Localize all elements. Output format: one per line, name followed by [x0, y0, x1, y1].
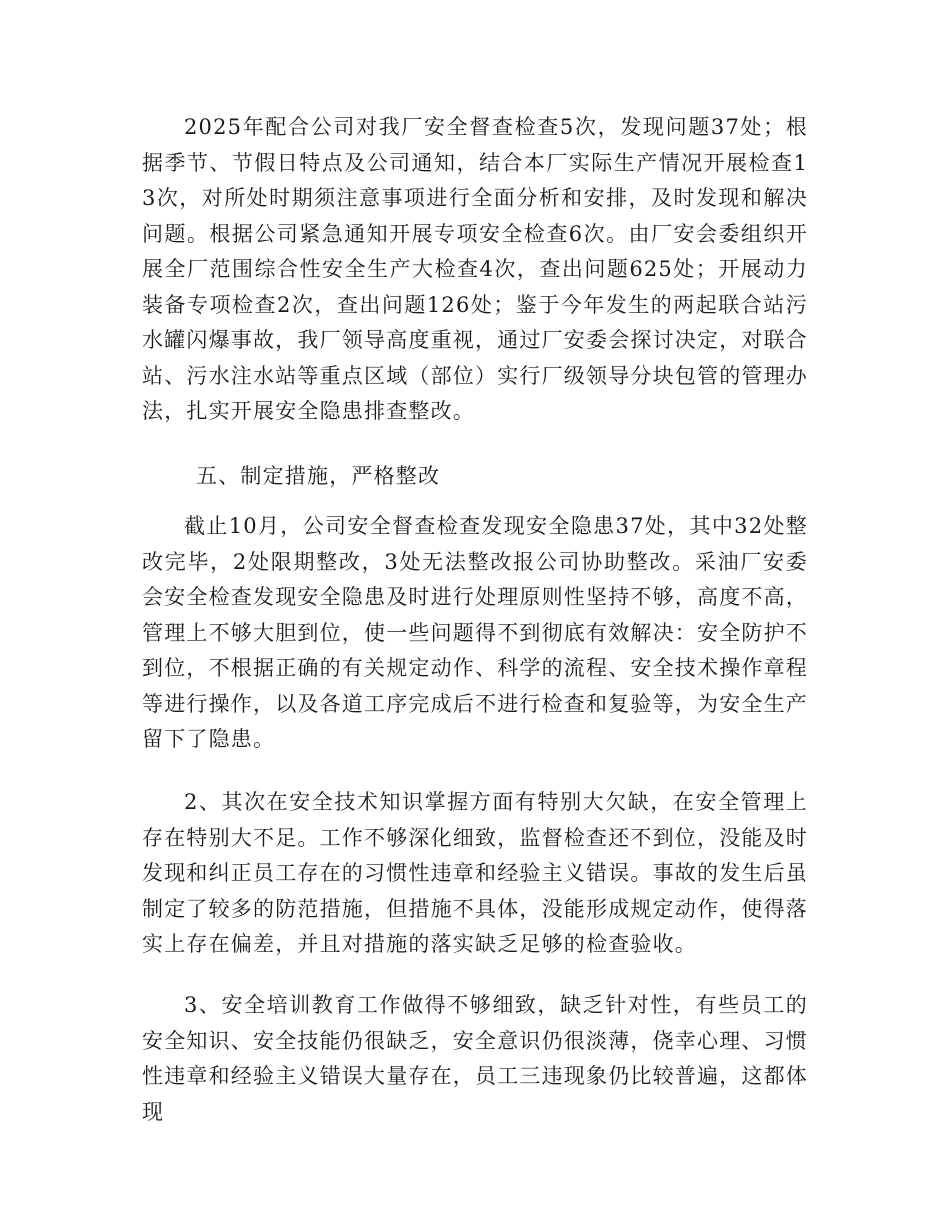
paragraph-item-3: 3、安全培训教育工作做得不够细致，缺乏针对性，有些员工的安全知识、安全技能仍很缺乏，安全意识仍很淡薄，侥幸心理、习惯性违章和经验主义错误大量存在，员工三违现象仍比较普遍，这都体现: [142, 993, 808, 1124]
paragraph-item-2: 2、其次在安全技术知识掌握方面有特别大欠缺，在安全管理上存在特别大不足。工作不够深化细致，监督检查还不到位，没能及时发现和纠正员工存在的习惯性违章和经验主义错误。事故的发生后虽制定了较多的防范措施，但措施不具体，没能形成规定动作，使得落实上存在偏差，并且对措施的落实缺乏足够的检查验收。: [142, 790, 808, 956]
paragraph-rectification-status: 截止10月，公司安全督查检查发现安全隐患37处，其中32处整改完毕，2处限期整改，3处无法整改报公司协助整改。采油厂安委会安全检查发现安全隐患及时进行处理原则性坚持不够，高度不高，管理上不够大胆到位，使一些问题得不到彻底有效解决：安全防护不到位，不根据正确的有关规定动作、科学的流程、安全技术操作章程等进行操作，以及各道工序完成后不进行检查和复验等，为安全生产留下了隐患。: [142, 514, 808, 751]
paragraph-inspection-summary: 2025年配合公司对我厂安全督查检查5次，发现问题37处；根据季节、节假日特点及公司通知，结合本厂实际生产情况开展检查13次，对所处时期须注意事项进行全面分析和安排，及时发现和解决问题。根据公司紧急通知开展专项安全检查6次。由厂安会委组织开展全厂范围综合性安全生产大检查4次，查出问题625处；开展动力装备专项检查2次，查出问题126处；鉴于今年发生的两起联合站污水罐闪爆事故，我厂领导高度重视，通过厂安委会探讨决定，对联合站、污水注水站等重点区域（部位）实行厂级领导分块包管的管理办法，扎实开展安全隐患排查整改。: [142, 115, 808, 423]
section-heading-measures: 五、制定措施，严格整改: [196, 464, 441, 488]
